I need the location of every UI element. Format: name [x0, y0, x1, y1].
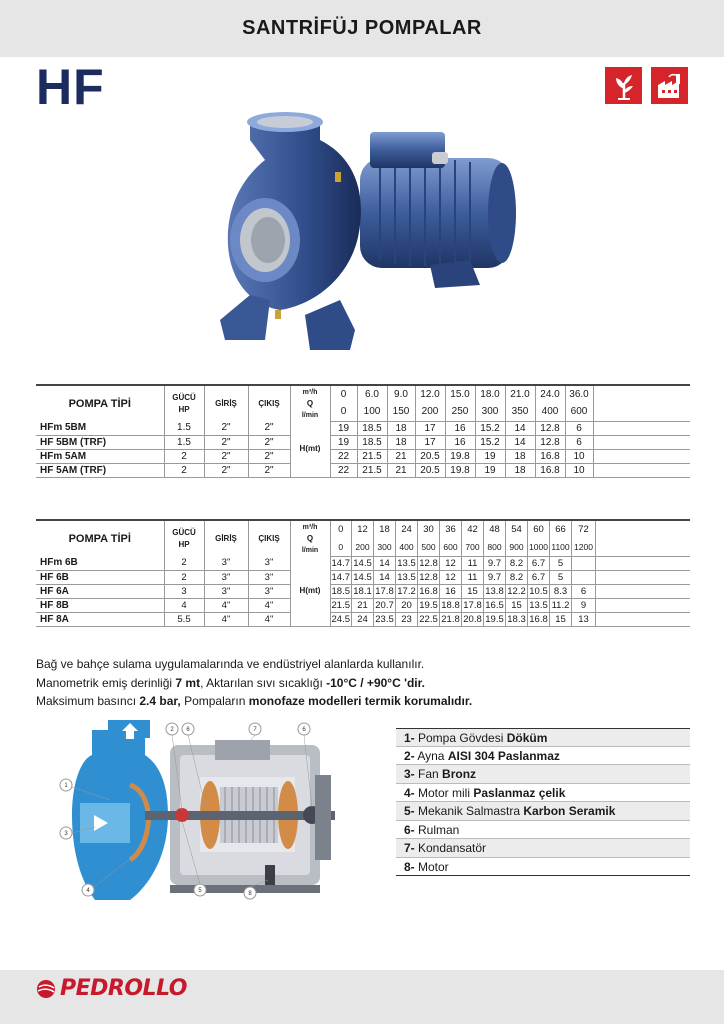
q-l-value: 600: [565, 403, 593, 421]
q-m3-value: 18: [374, 520, 396, 538]
header-bar: [0, 0, 724, 57]
h-value: 15: [550, 612, 572, 626]
h-value: 23: [396, 612, 418, 626]
parts-list: [396, 728, 690, 876]
label-2: [166, 723, 178, 735]
power-value: 3: [164, 584, 204, 598]
list-item: 5- Mekanik Salmastra Karbon Seramik: [396, 802, 690, 821]
power-value: 2: [164, 570, 204, 584]
table-row: [36, 435, 690, 449]
h-value: 21: [387, 463, 415, 477]
h-value: 21.8: [441, 613, 460, 625]
q-l-value: 700: [462, 538, 484, 556]
h-value: 17.8: [375, 585, 394, 597]
table-row: [36, 598, 690, 612]
pedrollo-logo-icon: [36, 979, 56, 999]
h-value: 18: [505, 463, 535, 477]
q-l-value: 300: [374, 538, 396, 556]
h-value: 12.8: [535, 435, 565, 449]
pump-type: HFm 5BM: [36, 421, 164, 435]
list-item: 3- Fan Bronz: [396, 765, 690, 784]
h-value: 18: [387, 435, 415, 449]
label-6b: [298, 723, 310, 735]
h-value: 15.2: [475, 421, 505, 435]
q-m3-value: 30: [418, 520, 440, 538]
description-line: Maksimum basıncı 2.4 bar, Pompaların monofaze modelleri termik korumalıdır.: [36, 694, 473, 708]
q-l-value: 1000: [528, 538, 550, 556]
pump-type: HF 5AM (TRF): [36, 463, 164, 477]
q-m3-value: 12.0: [415, 385, 445, 403]
power-value: 1.5: [164, 435, 204, 449]
h-value: 14: [374, 570, 396, 584]
q-m3-value: 24.0: [535, 385, 565, 403]
q-m3-value: 54: [506, 520, 528, 538]
q-l-value: 0: [330, 403, 357, 421]
h-value: 14.5: [353, 557, 372, 569]
q-m3-value: 15.0: [445, 385, 475, 403]
label-8: [244, 887, 256, 899]
inlet-header: GİRİŞ: [204, 385, 248, 421]
q-header: m³/h Q l/min: [290, 385, 330, 421]
outlet-value: 3": [248, 556, 290, 570]
svg-text:5: 5: [198, 888, 202, 894]
q-l-value: 250: [445, 403, 475, 421]
q-m3-value: 0: [330, 520, 352, 538]
h-value: 22: [330, 463, 357, 477]
pump-type: HFm 5AM: [36, 449, 164, 463]
pump-type: HF 6A: [36, 584, 164, 598]
q-m3-value: 6.0: [357, 385, 387, 403]
description-line: Bağ ve bahçe sulama uygulamalarında ve endüstriyel alanlarda kullanılır.: [36, 657, 425, 671]
h-value: 14: [505, 435, 535, 449]
h-value: 20.5: [415, 463, 445, 477]
h-value: 23.5: [375, 613, 394, 625]
inlet-value: 2": [204, 449, 248, 463]
h-value: 20.7: [375, 599, 394, 611]
outlet-value: 2": [248, 421, 290, 435]
h-value: 19.5: [485, 613, 504, 625]
h-value: 17.8: [463, 599, 482, 611]
table-row: [36, 584, 690, 598]
label-4: [82, 884, 94, 896]
table-row: [36, 463, 690, 477]
h-value: 14: [374, 556, 396, 570]
h-value: 18.5: [357, 421, 387, 435]
h-value: 21.5: [357, 449, 387, 463]
q-m3-value: 0: [330, 385, 357, 403]
type-header: POMPA TİPİ: [68, 532, 131, 545]
label-7: [249, 723, 261, 735]
h-value: 6: [572, 584, 596, 598]
outlet-value: 2": [248, 449, 290, 463]
inlet-value: 4": [204, 612, 248, 626]
q-m3-value: 12: [352, 520, 374, 538]
h-value: 6.7: [528, 556, 550, 570]
h-value: 14.7: [331, 557, 350, 569]
table-row: [36, 421, 690, 435]
h-value: 15.2: [475, 435, 505, 449]
h-value: 19: [330, 421, 357, 435]
outlet-value: 3": [248, 584, 290, 598]
inlet-value: 4": [204, 598, 248, 612]
pump-type: HF 6B: [36, 570, 164, 584]
garden-icon: [605, 67, 642, 104]
pump-type: HF 5BM (TRF): [36, 435, 164, 449]
q-m3-value: 42: [462, 520, 484, 538]
h-value: 9.7: [484, 570, 506, 584]
outlet-value: 4": [248, 598, 290, 612]
h-value: 12.8: [419, 557, 438, 569]
h-value: 16.5: [485, 599, 504, 611]
h-value: 9: [572, 598, 596, 612]
table-row: [36, 612, 690, 626]
list-item: 1- Pompa Gövdesi Döküm: [396, 728, 690, 747]
h-value: 10: [565, 449, 593, 463]
outlet-value: 4": [248, 612, 290, 626]
h-value: 11: [462, 556, 484, 570]
svg-text:2: 2: [170, 727, 174, 733]
outlet-value: 2": [248, 435, 290, 449]
label-1: [60, 779, 72, 791]
h-value: 16.8: [535, 449, 565, 463]
h-value: 8.2: [506, 556, 528, 570]
h-value: 11.2: [550, 598, 572, 612]
h-value: 16: [445, 421, 475, 435]
h-value: 21: [387, 449, 415, 463]
power-value: 2: [164, 556, 204, 570]
h-value: 15: [462, 584, 484, 598]
h-value: 15: [506, 598, 528, 612]
description: [36, 655, 472, 711]
svg-text:3: 3: [64, 831, 68, 837]
h-value: [572, 570, 596, 584]
h-value: 8.3: [550, 584, 572, 598]
h-value: 16.8: [535, 463, 565, 477]
q-l-value: 800: [484, 538, 506, 556]
q-m3-value: 36.0: [565, 385, 593, 403]
h-value: 19: [475, 463, 505, 477]
h-value: 18.8: [441, 599, 460, 611]
h-value: 21.5: [331, 599, 350, 611]
outlet-value: 3": [248, 570, 290, 584]
h-value: 12.8: [535, 421, 565, 435]
h-value: 17: [415, 435, 445, 449]
brand-name: PEDROLLO: [60, 976, 188, 1001]
q-l-value: 200: [352, 538, 374, 556]
h-value: 12.8: [419, 571, 438, 583]
h-value: 21: [352, 598, 374, 612]
h-value: 12: [440, 556, 462, 570]
q-m3-value: 18.0: [475, 385, 505, 403]
power-header: GÜCÜ HP: [164, 385, 204, 421]
label-5: [194, 884, 206, 896]
power-value: 2: [164, 463, 204, 477]
q-l-value: 900: [506, 538, 528, 556]
h-value: 10.5: [529, 585, 548, 597]
factory-icon: [651, 67, 688, 104]
h-value: 18: [505, 449, 535, 463]
brand-logo: [36, 976, 187, 1001]
q-l-value: 1100: [550, 538, 572, 556]
q-l-value: 600: [440, 538, 462, 556]
page-title: SANTRİFÜJ POMPALAR: [242, 17, 482, 39]
q-m3-value: 21.0: [505, 385, 535, 403]
table-row: [36, 449, 690, 463]
performance-table-1: [36, 384, 690, 478]
h-value: 19.8: [445, 449, 475, 463]
outlet-header: ÇIKIŞ: [248, 385, 290, 421]
h-value: 20: [396, 598, 418, 612]
q-m3-value: 66: [550, 520, 572, 538]
h-value: 21.5: [357, 463, 387, 477]
list-item: 6- Rulman: [396, 821, 690, 840]
h-label: H(mt): [290, 421, 330, 477]
h-value: 5: [550, 556, 572, 570]
q-l-value: 200: [415, 403, 445, 421]
inlet-header: GİRİŞ: [204, 520, 248, 556]
outlet-value: 2": [248, 463, 290, 477]
h-label: H(mt): [290, 556, 330, 626]
h-value: 19.8: [445, 463, 475, 477]
outlet-header: ÇIKIŞ: [248, 520, 290, 556]
h-value: 13.5: [397, 571, 416, 583]
h-value: 16.8: [419, 585, 438, 597]
svg-text:6: 6: [302, 727, 306, 733]
h-value: 20.8: [463, 613, 482, 625]
pump-cutaway-diagram: [50, 715, 340, 915]
q-l-value: 0: [330, 538, 352, 556]
table-row: [36, 570, 690, 584]
pump-type: HFm 6B: [36, 556, 164, 570]
inlet-value: 2": [204, 435, 248, 449]
h-value: 24: [352, 612, 374, 626]
svg-text:1: 1: [64, 783, 68, 789]
h-value: 17.2: [397, 585, 416, 597]
h-value: 18.3: [507, 613, 526, 625]
h-value: 14: [505, 421, 535, 435]
q-l-value: 100: [357, 403, 387, 421]
h-value: 19.5: [419, 599, 438, 611]
description-line: Manometrik emiş derinliği 7 mt, Aktarılan sıvı sıcaklığı -10°C / +90°C 'dir.: [36, 675, 425, 690]
power-header: GÜCÜ HP: [164, 520, 204, 556]
h-value: 5: [550, 570, 572, 584]
h-value: 9.7: [484, 556, 506, 570]
svg-text:4: 4: [86, 888, 90, 894]
list-item: 8- Motor: [396, 858, 690, 877]
q-l-value: 150: [387, 403, 415, 421]
list-item: 2- Ayna AISI 304 Paslanmaz: [396, 747, 690, 766]
q-m3-value: 60: [528, 520, 550, 538]
svg-text:6: 6: [186, 727, 190, 733]
h-value: 18.5: [357, 435, 387, 449]
h-value: 14.5: [353, 571, 372, 583]
h-value: 14.7: [331, 571, 350, 583]
h-value: 13.8: [485, 585, 504, 597]
svg-text:7: 7: [253, 727, 257, 733]
q-header: m³/h Q l/min: [290, 520, 330, 556]
q-l-value: 350: [505, 403, 535, 421]
h-value: 18.1: [353, 585, 372, 597]
q-l-value: 1200: [572, 538, 596, 556]
h-value: 16: [445, 435, 475, 449]
power-value: 2: [164, 449, 204, 463]
type-header: POMPA TİPİ: [68, 397, 131, 410]
power-value: 5.5: [164, 612, 204, 626]
q-l-value: 400: [535, 403, 565, 421]
h-value: 6: [565, 421, 593, 435]
performance-table-2: [36, 519, 690, 627]
h-value: 17: [415, 421, 445, 435]
pump-product-image: [210, 100, 525, 365]
inlet-value: 2": [204, 421, 248, 435]
h-value: 22.5: [419, 613, 438, 625]
q-m3-value: 72: [572, 520, 596, 538]
inlet-value: 3": [204, 556, 248, 570]
inlet-value: 3": [204, 584, 248, 598]
q-m3-value: 36: [440, 520, 462, 538]
model-name: HF: [36, 59, 105, 115]
q-m3-value: 24: [396, 520, 418, 538]
h-value: 13: [572, 612, 596, 626]
h-value: 13.5: [529, 599, 548, 611]
list-item: 4- Motor mili Paslanmaz çelik: [396, 784, 690, 803]
power-value: 1.5: [164, 421, 204, 435]
pump-type: HF 8B: [36, 598, 164, 612]
q-l-value: 400: [396, 538, 418, 556]
h-value: 18: [387, 421, 415, 435]
h-value: 13.5: [397, 557, 416, 569]
q-l-value: 300: [475, 403, 505, 421]
application-icons: [605, 67, 688, 104]
power-value: 4: [164, 598, 204, 612]
table-row: [36, 556, 690, 570]
h-value: 22: [330, 449, 357, 463]
svg-text:8: 8: [248, 891, 252, 897]
h-value: [572, 556, 596, 570]
pump-type: HF 8A: [36, 612, 164, 626]
q-m3-value: 48: [484, 520, 506, 538]
list-item: 7- Kondansatör: [396, 839, 690, 858]
q-m3-value: 9.0: [387, 385, 415, 403]
inlet-value: 2": [204, 463, 248, 477]
h-value: 19: [475, 449, 505, 463]
h-value: 19: [330, 435, 357, 449]
h-value: 6: [565, 435, 593, 449]
h-value: 20.5: [415, 449, 445, 463]
h-value: 12: [440, 570, 462, 584]
h-value: 12.2: [507, 585, 526, 597]
label-3: [60, 827, 72, 839]
label-6a: [182, 723, 194, 735]
h-value: 8.2: [506, 570, 528, 584]
h-value: 16: [440, 584, 462, 598]
h-value: 18.5: [331, 585, 350, 597]
h-value: 10: [565, 463, 593, 477]
q-l-value: 500: [418, 538, 440, 556]
inlet-value: 3": [204, 570, 248, 584]
h-value: 11: [462, 570, 484, 584]
h-value: 16.8: [529, 613, 548, 625]
h-value: 24.5: [331, 613, 350, 625]
h-value: 6.7: [528, 570, 550, 584]
